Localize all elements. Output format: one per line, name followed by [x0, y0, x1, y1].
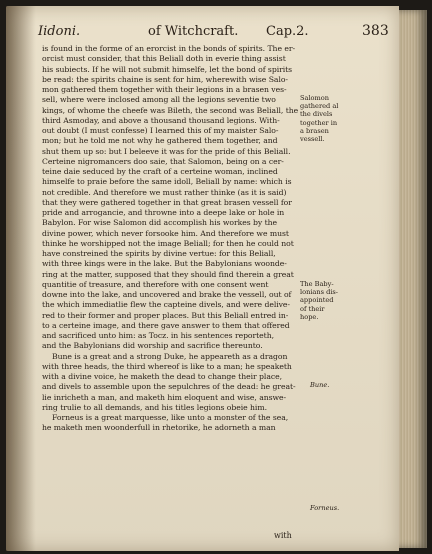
- text-line: Forneus is a great marquesse, like unto a monster of the sea,: [52, 413, 289, 422]
- text-line: is found in the forme of an erorcist in the bonds of spirits. The er-: [42, 44, 296, 53]
- margin-note-line: hope.: [300, 312, 319, 321]
- margin-note-line: gathered al: [300, 102, 339, 111]
- text-line: orcist must consider, that this Beliall doth in everie thing assist: [42, 54, 286, 64]
- text-line: teine daie seduced by the craft of a certeine woman, inclined: [42, 167, 278, 176]
- margin-note-line: the divels: [300, 110, 333, 119]
- text-line: and the Babylonians did worship and sacrifice thereunto.: [42, 341, 263, 351]
- text-line: and divels to assemble upon the sepulchres of the dead: he great-: [42, 382, 296, 392]
- header-chapter: Cap.2.: [266, 24, 309, 39]
- text-line: himselfe to praie before the same idoll, Beliall by name: which is: [42, 177, 292, 187]
- text-line: kings, of whome the cheefe was Bileth, the second was Beliall, the: [42, 105, 298, 115]
- margin-note-line: lonians dis-: [300, 288, 339, 297]
- text-line: thinke he worshipped not the image Beliall; for then he could not: [42, 238, 294, 248]
- text-line: not credible. And therefore we must rather thinke (as it is said): [42, 187, 287, 197]
- book-page-edges: [399, 10, 427, 548]
- text-line: ring at the matter, supposed that they should find therein a great: [42, 269, 294, 279]
- text-line: with three heads, the third whereof is like to a man; he speaketh: [42, 361, 292, 371]
- text-line: mon; but he told me not why he gathered them together, and: [42, 136, 278, 146]
- text-line: with three kings were in the lake. But the Babylonians woonde-: [42, 259, 287, 269]
- text-line: divine power, which never forsooke him. And therefore we must: [42, 228, 289, 238]
- text-line: Certeine nigromancers doo saie, that Salomon, being on a cer-: [42, 156, 284, 166]
- text-line: have constreined the spirits by divine vertue: for this Beliall,: [42, 249, 276, 258]
- text-line: downe into the lake, and uncovered and brake the vessell, out of: [42, 290, 292, 299]
- text-line: quantitie of treasure, and therefore with one consent went: [42, 279, 269, 289]
- text-line: with a divine voice, he maketh the dead to change their place,: [42, 372, 283, 381]
- text-line: that they were gathered together in that great brasen vessell for: [42, 197, 292, 207]
- text-line: lie inricheth a man, and maketh him eloquent and wise, answe-: [42, 392, 287, 402]
- text-line: his subiects. If he will not submit himselfe, let the bond of spirits: [42, 64, 293, 74]
- book-page: [6, 6, 399, 551]
- text-line: he maketh men woonderfull in rhetorike, he adorneth a man: [42, 423, 276, 433]
- margin-note-babylonians: [300, 280, 358, 321]
- page-gutter-shadow: [6, 6, 36, 551]
- margin-note-salomon: [300, 94, 358, 143]
- catchword: with: [274, 531, 292, 540]
- text-line: pride and arrogancie, and throwne into a deepe lake or hole in: [42, 208, 285, 217]
- margin-note-bune: Bune.: [310, 381, 330, 389]
- page-number: 383: [362, 23, 389, 39]
- text-line: ring trulie to all demands, and his titles legions obeie him.: [42, 402, 267, 412]
- margin-note-forneus: Forneus.: [310, 504, 340, 512]
- text-line: mon gathered them together with their legions in a brasen ves-: [42, 85, 287, 94]
- header-title: of Witchcraft.: [148, 24, 239, 39]
- margin-note-line: a brasen: [300, 126, 329, 135]
- text-line: Bune is a great and a strong Duke, he appeareth as a dragon: [52, 351, 288, 361]
- text-line: shut them up so: but I beleeve it was for the pride of this Beliall.: [42, 146, 291, 156]
- text-line: the which immediatlie flew the capteine divels, and were delive-: [42, 300, 290, 310]
- body-text: [42, 44, 298, 434]
- text-line: sell, where were inclosed among all the legions seventie two: [42, 95, 276, 105]
- text-line: and sacrificed unto him: as Tocz. in his sentences reporteth,: [42, 331, 275, 340]
- margin-note-line: of their: [300, 304, 325, 313]
- margin-note-line: The Baby-: [300, 280, 334, 288]
- text-line: to a certeine image, and there gave answer to them that offered: [42, 320, 290, 330]
- text-line: be read: the spirits chaine is sent for him, wherewith wise Salo-: [42, 74, 288, 84]
- margin-note-line: together in: [300, 118, 338, 127]
- running-header: [38, 24, 334, 44]
- text-line: Babylon. For wise Salomon did accomplish his workes by the: [42, 218, 278, 228]
- text-line: third Asmoday, and above a thousand thousand legions. With-: [42, 115, 280, 125]
- margin-note-line: appointed: [300, 296, 334, 305]
- text-line: red to their former and proper places. But this Beliall entred in-: [42, 310, 289, 320]
- header-left: Iidoni.: [38, 24, 81, 39]
- text-line: out doubt (I must confesse) I learned this of my maister Salo-: [42, 126, 279, 135]
- margin-note-line: vessell.: [300, 135, 325, 144]
- margin-note-line: Salomon: [300, 94, 329, 102]
